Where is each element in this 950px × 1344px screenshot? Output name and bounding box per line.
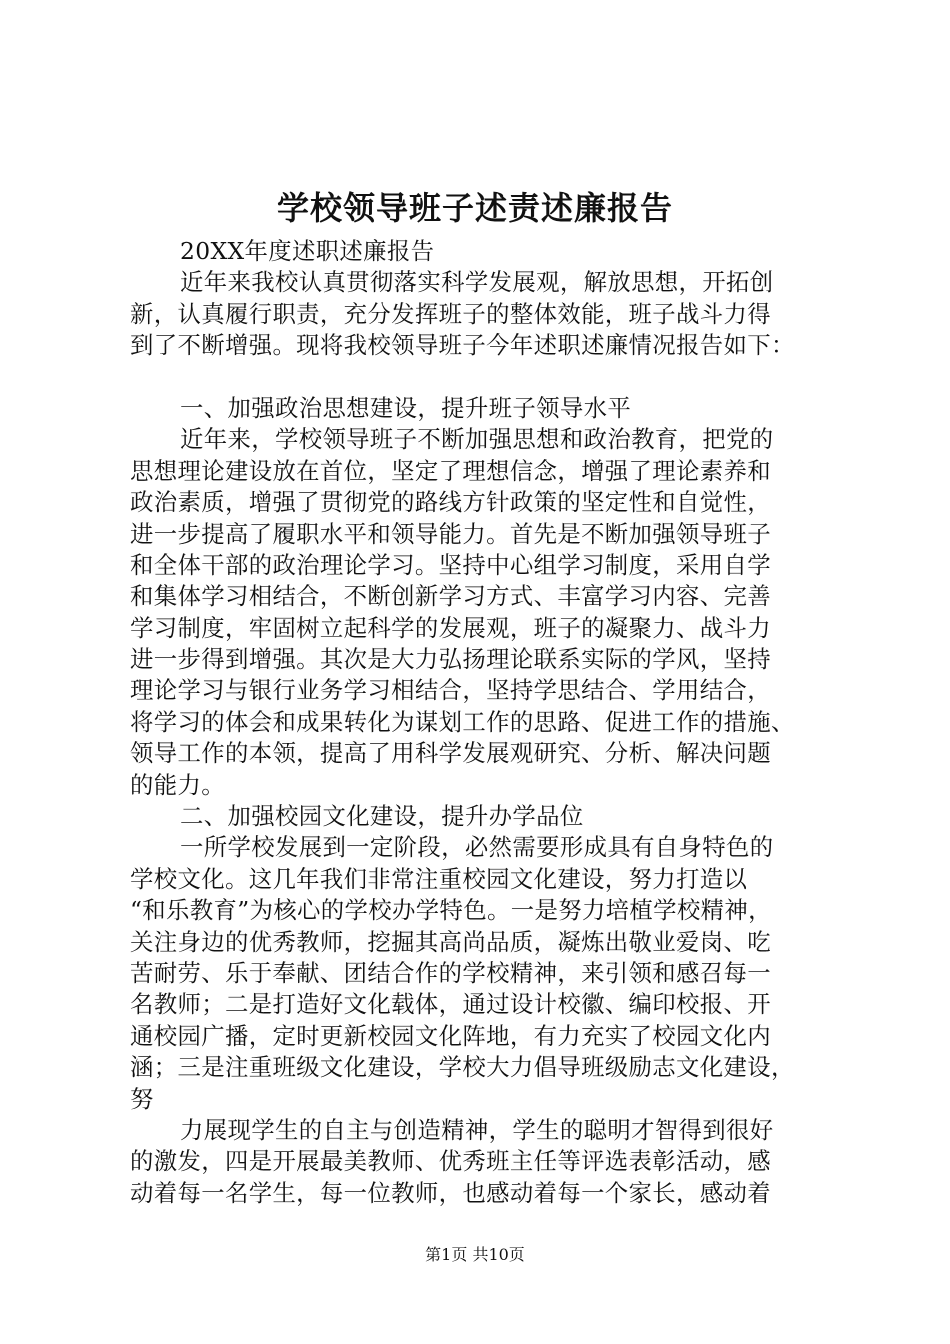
- paragraph-gap: [130, 362, 832, 393]
- paragraph-line: 思想理论建设放在首位，坚定了理想信念，增强了理论素养和: [130, 456, 771, 485]
- document-title: 学校领导班子述责述廉报告: [276, 189, 673, 227]
- paragraph-line: 政治素质，增强了贯彻党的路线方针政策的坚定性和自觉性，: [130, 488, 771, 517]
- paragraph-line: 近年来，学校领导班子不断加强思想和政治教育，把党的: [180, 425, 774, 454]
- paragraph-line: 努: [130, 1084, 154, 1113]
- paragraph-line: 理论学习与银行业务学习相结合，坚持学思结合、学用结合，: [130, 676, 771, 705]
- paragraph-line: 近年来我校认真贯彻落实科学发展观，解放思想，开拓创: [180, 268, 774, 297]
- paragraph-line: 新，认真履行职责，充分发挥班子的整体效能，班子战斗力得: [130, 299, 771, 328]
- paragraph-line: 学校文化。这几年我们非常注重校园文化建设，努力打造以: [130, 864, 748, 893]
- paragraph-line: 名教师；二是打造好文化载体，通过设计校徽、编印校报、开: [130, 990, 771, 1019]
- paragraph-line: 学习制度，牢固树立起科学的发展观，班子的凝聚力、战斗力: [130, 613, 771, 642]
- paragraph-line: 进一步提高了履职水平和领导能力。首先是不断加强领导班子: [130, 519, 771, 548]
- paragraph-line: 苦耐劳、乐于奉献、团结合作的学校精神，来引领和感召每一: [130, 958, 771, 987]
- paragraph-line: 的能力。: [130, 770, 225, 799]
- paragraph-line: 力展现学生的自主与创造精神，学生的聪明才智得到很好: [180, 1115, 774, 1144]
- paragraph-line: “和乐教育”为核心的学校办学特色。一是努力培植学校精神，: [130, 896, 772, 925]
- paragraph-line: 和集体学习相结合，不断创新学习方式、丰富学习内容、完善: [130, 582, 771, 611]
- paragraph-line: 关注身边的优秀教师，挖掘其高尚品质，凝炼出敬业爱岗、吃: [130, 927, 771, 956]
- report-subtitle: 20XX年度述职述廉报告: [180, 237, 435, 265]
- paragraph-line: 一所学校发展到一定阶段，必然需要形成具有自身特色的: [180, 833, 774, 862]
- section-heading: 一、加强政治思想建设，提升班子领导水平: [180, 393, 632, 422]
- paragraph-line: 和全体干部的政治理论学习。坚持中心组学习制度，采用自学: [130, 550, 771, 579]
- paragraph-line: 涵；三是注重班级文化建设，学校大力倡导班级励志文化建设，: [130, 1053, 795, 1082]
- paragraph-line: 通校园广播，定时更新校园文化阵地，有力充实了校园文化内: [130, 1021, 771, 1050]
- paragraph-line: 领导工作的本领，提高了用科学发展观研究、分析、解决问题: [130, 739, 771, 768]
- paragraph-line: 到了不断增强。现将我校领导班子今年述职述廉情况报告如下：: [130, 331, 795, 360]
- paragraph-line: 的激发，四是开展最美教师、优秀班主任等评选表彰活动，感: [130, 1147, 771, 1176]
- page-footer: 第1页 共10页: [425, 1245, 525, 1264]
- paragraph-line: 动着每一名学生，每一位教师，也感动着每一个家长，感动着: [130, 1178, 771, 1207]
- section-heading: 二、加强校园文化建设，提升办学品位: [180, 802, 584, 831]
- paragraph-line: 将学习的体会和成果转化为谋划工作的思路、促进工作的措施、: [130, 707, 795, 736]
- paragraph-line: 进一步得到增强。其次是大力弘扬理论联系实际的学风，坚持: [130, 645, 771, 674]
- document-body: [130, 236, 832, 1209]
